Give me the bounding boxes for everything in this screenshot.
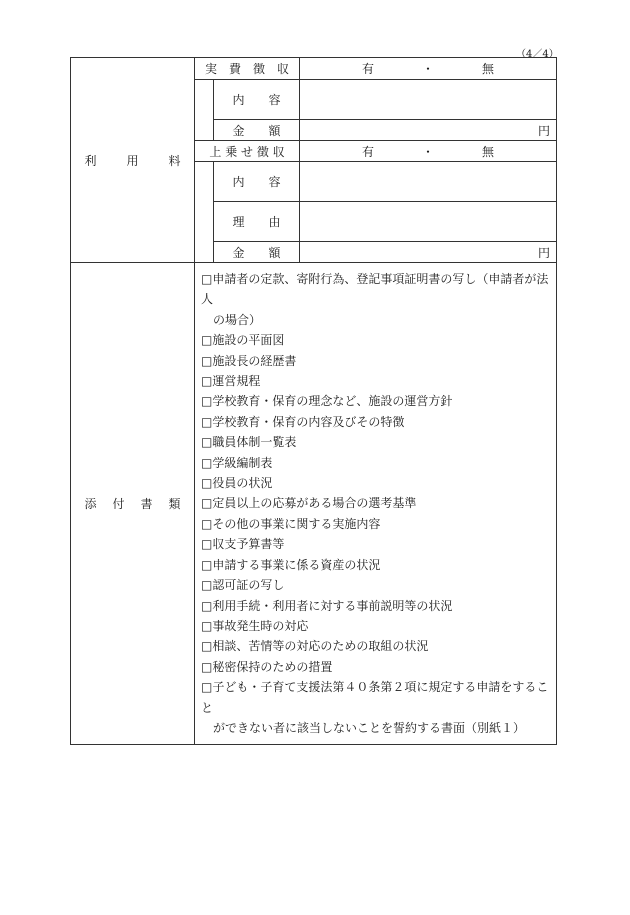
list-item[interactable]: □職員体制一覧表 xyxy=(201,435,297,450)
list-item[interactable]: □認可証の写し xyxy=(201,578,285,593)
indent-spacer xyxy=(195,80,214,120)
list-item[interactable]: □事故発生時の対応 xyxy=(201,618,309,633)
actual-cost-dot: ・ xyxy=(422,62,435,76)
list-item[interactable]: □その他の事業に関する実施内容 xyxy=(201,516,381,531)
page-number: （4／4） xyxy=(516,49,559,60)
surcharge-amount-field[interactable] xyxy=(300,242,557,263)
list-item[interactable]: □施設の平面図 xyxy=(201,333,285,348)
list-item[interactable]: □施設長の経歴書 xyxy=(201,353,297,368)
surcharge-dot: ・ xyxy=(422,144,435,159)
indent-spacer xyxy=(195,242,214,263)
surcharge-amount-label: 金 額 xyxy=(214,242,300,263)
list-item[interactable]: □子ども・子育て支援法第４０条第２項に規定する申請をすること xyxy=(201,680,549,715)
list-item[interactable]: □学級編制表 xyxy=(201,455,273,470)
list-item[interactable]: □学校教育・保育の理念など、施設の運営方針 xyxy=(201,394,453,409)
actual-cost-amount-label: 金 額 xyxy=(214,120,300,141)
list-item[interactable]: □定員以上の応募がある場合の選考基準 xyxy=(201,496,417,511)
surcharge-content-field[interactable] xyxy=(300,162,557,202)
list-item[interactable]: □収支予算書等 xyxy=(201,537,285,552)
actual-cost-content-field[interactable] xyxy=(300,80,557,120)
list-item[interactable]: □申請者の定款、寄附行為、登記事項証明書の写し（申請者が法人 xyxy=(201,272,549,307)
indent-spacer xyxy=(195,162,214,202)
actual-cost-content-label: 内 容 xyxy=(214,80,300,120)
attachments-list xyxy=(195,263,557,745)
actual-cost-yes[interactable]: 有 xyxy=(362,62,375,76)
surcharge-reason-label: 理 由 xyxy=(214,202,300,242)
list-item-continuation: の場合） xyxy=(213,312,262,327)
indent-spacer xyxy=(195,202,214,242)
surcharge-choice[interactable] xyxy=(300,141,557,162)
list-item[interactable]: □学校教育・保育の内容及びその特徴 xyxy=(201,414,405,429)
list-item[interactable]: □申請する事業に係る資産の状況 xyxy=(201,557,381,572)
indent-spacer xyxy=(195,120,214,141)
surcharge-content-label: 内 容 xyxy=(214,162,300,202)
list-item[interactable]: □運営規程 xyxy=(201,374,261,389)
surcharge-no[interactable]: 無 xyxy=(482,144,495,159)
list-item[interactable]: □役員の状況 xyxy=(201,476,273,491)
list-item[interactable]: □相談、苦情等の対応のための取組の状況 xyxy=(201,639,429,654)
surcharge-label: 上 乗 せ 徴 収 xyxy=(195,141,300,162)
list-item[interactable]: □利用手続・利用者に対する事前説明等の状況 xyxy=(201,598,453,613)
attachments-label: 添 付 書 類 xyxy=(71,263,195,745)
actual-cost-no[interactable]: 無 xyxy=(482,62,495,76)
surcharge-reason-field[interactable] xyxy=(300,202,557,242)
surcharge-yes[interactable]: 有 xyxy=(362,144,375,159)
list-item[interactable]: □秘密保持のための措置 xyxy=(201,659,333,674)
actual-cost-amount-field[interactable] xyxy=(300,120,557,141)
actual-cost-label: 実 費 徴 収 xyxy=(195,58,300,80)
yen-unit: 円 xyxy=(538,245,551,260)
yen-unit: 円 xyxy=(538,123,551,138)
usage-fee-label: 利 用 料 xyxy=(71,58,195,263)
actual-cost-choice[interactable] xyxy=(300,58,557,80)
application-form-table xyxy=(70,57,557,745)
list-item-continuation: ができない者に該当しないことを誓約する書面（別紙１） xyxy=(213,720,526,735)
